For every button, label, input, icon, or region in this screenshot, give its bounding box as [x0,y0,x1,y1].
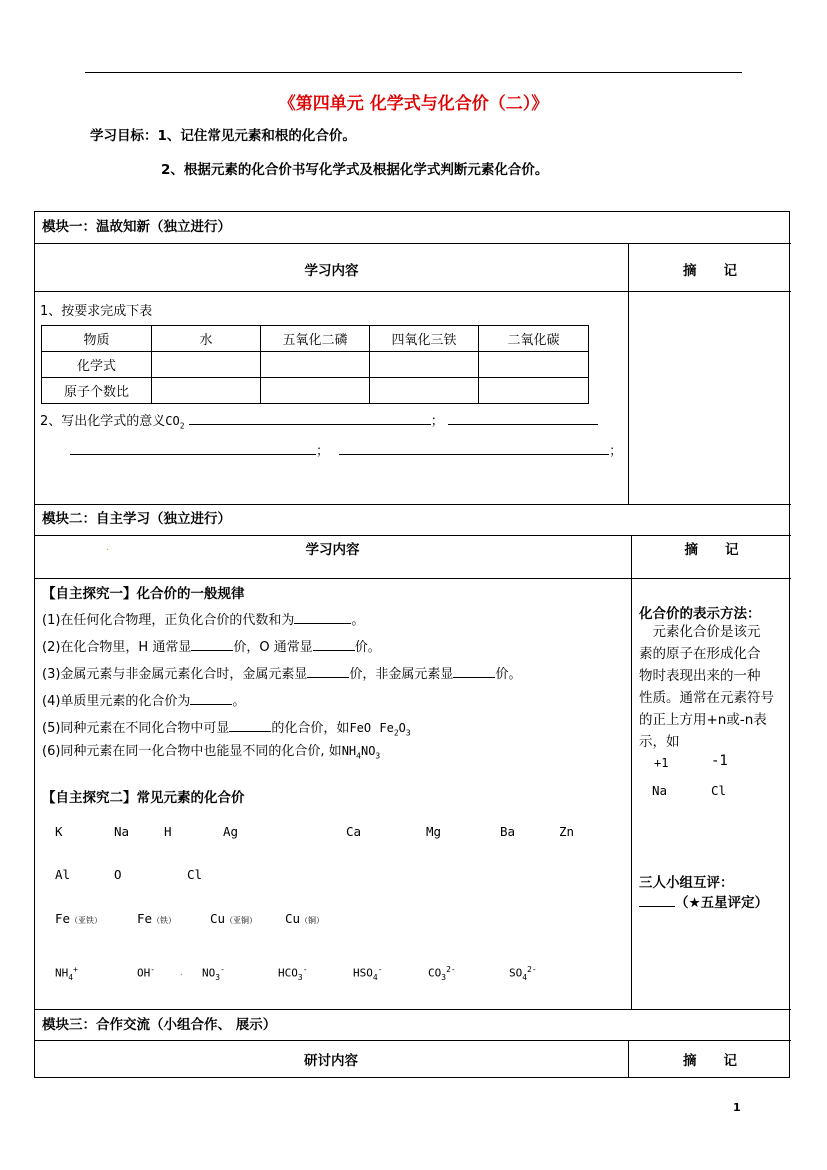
learning-goal-label: 学习目标： [90,128,158,144]
module3-content-header: 研讨内容 [304,1053,358,1069]
module2-content-header: 学习内容 [305,542,360,558]
element-symbol: K [55,824,63,839]
formula-fe2o3 [379,721,411,738]
radical-charge: 2- [446,965,456,974]
answer-blank[interactable] [307,665,349,678]
answer-blank[interactable] [339,442,609,455]
radical-subscript: 3 [297,972,303,982]
rule-text: (5)同种元素在不同化合物中可显 [42,721,230,736]
learning-goal-item-2: 2、根据元素的化合价书写化学式及根据化学式判断元素化合价。 [161,162,549,178]
question-2-prefix: 2、写出化学式的意义 [40,414,166,429]
table-header-cell: 物质 [42,326,152,352]
page-number: 1 [733,1101,741,1114]
element-symbol: Cu [285,911,301,926]
rule-text: 价，非金属元素显 [349,667,454,682]
divider [34,578,791,579]
column-divider [631,535,632,1009]
column-divider [628,243,629,505]
co2-base: CO [165,414,180,428]
radical-subscript: 4 [372,972,378,982]
semicolon: ； [316,444,330,459]
divider [34,504,791,505]
rule-item-3 [42,663,521,682]
element-symbol: Ca [346,824,362,839]
radical-subscript: 4 [522,972,528,982]
valence-example-cl: Cl [711,783,727,798]
radical-ion [137,965,155,980]
peer-review-rating-text: （★五星评定） [675,895,769,911]
radical-base: HSO [353,966,373,980]
module3-heading: 模块三：合作交流（小组合作、 展示） [42,1017,277,1033]
radical-base: SO [509,966,523,980]
answer-blank[interactable] [191,638,233,651]
table-cell-blank[interactable] [370,378,479,404]
valence-example-minus: -1 [711,753,728,769]
rule-text: 价。 [354,640,381,655]
divider [34,1009,791,1010]
radical-ion [202,965,225,982]
element-symbol: Fe [55,911,71,926]
element-symbol: Cu [210,911,226,926]
valence-example-na: Na [652,783,668,798]
peer-review-rating [639,891,768,911]
element-symbol: Ba [500,824,516,839]
substance-table [41,325,589,404]
element-symbol: Cl [187,867,203,882]
formula-subscript: 4 [356,751,361,761]
table-cell-blank[interactable] [261,378,370,404]
element-symbol: Fe [137,911,153,926]
formula-feo: FeO [349,721,372,735]
side-line: 的正上方用+n或-n表 [639,712,767,728]
rule-text: (1)在任何化合物理，正负化合价的代数和为 [42,613,295,628]
rule-item-2 [42,636,381,655]
radical-base: CO [428,966,442,980]
table-header-cell: 四氧化三铁 [370,326,479,352]
element-symbol: Na [114,824,130,839]
element-with-note [285,911,324,926]
formula-part: Fe [379,721,394,735]
rule-item-4 [42,690,245,709]
divider [34,243,791,244]
semicolon: ； [609,444,623,459]
module1-heading: 模块一：温故知新（独立进行） [42,219,231,235]
rule-item-5 [42,717,411,737]
stray-dot: . [106,542,110,553]
formula-subscript: 3 [375,751,381,761]
radical-base: OH [137,966,151,980]
formula-part: NH [341,744,357,758]
element-symbol: H [164,824,172,839]
element-with-note [210,911,257,926]
side-line: 素的原子在形成化合 [639,646,761,662]
module1-content-header: 学习内容 [304,263,359,279]
radical-subscript: 4 [68,972,74,982]
side-line: 元素化合价是该元 [639,624,761,640]
module1-note-header: 摘 记 [683,263,737,279]
element-note: （铜） [300,916,325,925]
module2-note-header: 摘 记 [684,542,739,558]
rating-blank[interactable] [639,894,675,907]
formula-part: O [398,721,406,735]
formula-nh4no3 [341,744,381,761]
rule-item-6 [42,740,380,760]
divider [34,535,791,536]
module2-heading: 模块二：自主学习（独立进行） [42,511,231,527]
answer-blank[interactable] [294,611,351,624]
table-cell-blank[interactable] [479,352,589,378]
radical-ion [428,965,456,982]
radical-charge: - [220,965,225,974]
answer-blank[interactable] [229,719,271,732]
table-header-cell: 五氧化二磷 [261,326,370,352]
rule-text: (3)金属元素与非金属元素化合时，金属元素显 [42,667,308,682]
element-note: （铁） [152,916,177,925]
semicolon: ； [430,414,444,429]
module1-question-1: 1、按要求完成下表 [40,304,153,319]
radical-charge: - [377,965,383,974]
answer-blank[interactable] [448,412,598,425]
valence-example-plus: +1 [654,756,669,770]
peer-review-title: 三人小组互评： [639,875,734,891]
side-line: 性质。通常在元素符号 [639,690,774,706]
element-with-note [55,911,102,926]
co2-subscript: 2 [179,421,185,431]
divider [34,1040,791,1041]
learning-goal-1 [90,124,356,144]
rule-text: 的化合价，如 [271,721,350,736]
answer-blank[interactable] [190,692,232,705]
radical-base: HCO [278,966,298,980]
table-header-row [42,326,589,352]
valence-method-text [639,621,789,753]
stray-dot: . [180,968,183,978]
table-cell-blank[interactable] [479,378,589,404]
module1-question-2 [40,410,598,430]
page-title: 《第四单元 化学式与化合价（二）》 [278,94,549,114]
element-symbol: O [114,867,122,882]
side-line: 示，如 [639,734,680,750]
rule-text: 。 [232,694,246,709]
radical-charge: + [73,965,78,974]
table-row-label: 化学式 [42,352,152,378]
table-row [42,352,589,378]
table-row-label: 原子个数比 [42,378,152,404]
radical-charge: - [302,965,308,974]
rule-text: (2)在化合物里，H 通常显 [42,640,192,655]
explore2-title: 【自主探究二】常见元素的化合价 [42,790,245,806]
radical-ion [353,965,383,982]
rule-text: (6)同种元素在同一化合物中也能显不同的化合价, 如 [42,744,342,759]
table-cell-blank[interactable] [261,352,370,378]
radical-subscript: 3 [215,972,221,982]
radical-charge: 2- [527,965,537,974]
radical-base: NO [202,966,216,980]
answer-blank[interactable] [189,412,431,425]
rule-text: (4)单质里元素的化合价为 [42,694,191,709]
formula-subscript: 2 [393,728,399,738]
element-symbol: Mg [426,824,442,839]
rule-text: 价。 [495,667,522,682]
answer-blank[interactable] [453,665,495,678]
formula-part: NO [360,744,376,758]
valence-method-title: 化合价的表示方法： [639,606,761,622]
answer-blank[interactable] [70,442,316,455]
answer-blank[interactable] [313,638,355,651]
rule-item-1 [42,609,364,628]
table-cell-blank[interactable] [370,352,479,378]
radical-ion [509,965,537,982]
header-rule [85,72,742,73]
radical-subscript: 3 [441,972,447,982]
module3-note-header: 摘 记 [683,1053,737,1069]
table-cell-blank[interactable] [152,352,261,378]
element-note: （亚铜） [225,916,258,925]
table-cell-blank[interactable] [152,378,261,404]
radical-base: NH [55,966,69,980]
side-line: 物时表现出来的一种 [639,668,761,684]
element-symbol: Zn [559,824,575,839]
table-row [42,378,589,404]
rule-text: 。 [351,613,365,628]
element-note: （亚铁） [70,916,103,925]
explore1-title: 【自主探究一】化合价的一般规律 [42,586,245,602]
rule-text: 价，O 通常显 [233,640,313,655]
radical-ion [278,965,308,982]
table-header-cell: 二氧化碳 [479,326,589,352]
radical-ion [55,965,78,982]
module1-question-2-cont [70,440,622,459]
element-symbol: Al [55,867,71,882]
element-with-note [137,911,176,926]
table-header-cell: 水 [152,326,261,352]
element-symbol: Ag [223,824,239,839]
divider [34,291,791,292]
co2-formula [165,414,185,431]
radical-charge: - [150,965,156,974]
formula-subscript: 3 [405,728,411,738]
learning-goal-item-1: 1、记住常见元素和根的化合价。 [157,128,356,144]
